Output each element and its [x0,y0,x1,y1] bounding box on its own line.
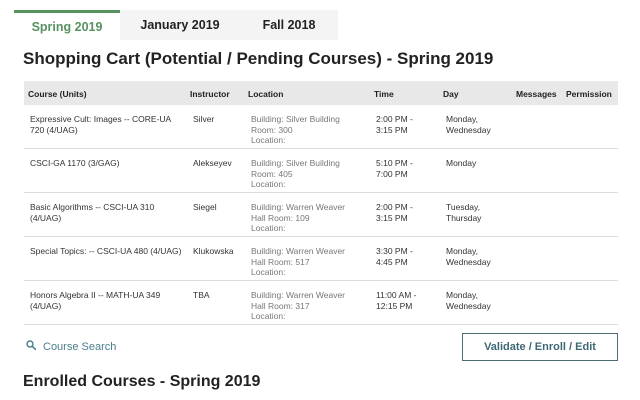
location-room: Room: 300 [251,124,293,135]
time-start: 11:00 AM - [376,290,417,300]
day-line-1: Monday [446,158,477,168]
table-row [24,149,618,193]
header-course: Course (Units) [28,89,87,99]
table-row [24,237,618,281]
tab-january-2019[interactable]: January 2019 [120,10,240,40]
time-cell [376,290,436,311]
day-line-2: Wednesday [446,256,491,267]
location-room: Hall Room: 109 [251,212,310,223]
time-start: 2:00 PM - [376,114,413,124]
location-building: Building: Warren Weaver [251,290,346,300]
course-cell: CSCI-GA 1170 (3/GAG) [30,158,120,168]
time-end: 12:15 PM [376,300,413,311]
table-row [24,105,618,149]
course-cell: Special Topics: -- CSCI-UA 480 (4/UAG) [30,246,182,256]
time-start: 3:30 PM - [376,246,413,256]
table-row [24,193,618,237]
location-label: Location: [251,311,286,321]
day-line-1: Monday, [446,246,478,256]
header-permission: Permission [566,89,612,99]
course-search-label: Course Search [43,340,117,353]
instructor-cell: Klukowska [193,246,234,256]
location-cell [251,290,369,322]
search-icon [26,340,36,353]
day-line-2: Thursday [446,212,482,223]
location-label: Location: [251,223,286,233]
time-end: 3:15 PM [376,124,408,135]
time-cell [376,158,436,179]
location-building: Building: Warren Weaver [251,202,346,212]
location-cell [251,246,369,278]
table-row [24,281,618,325]
shopping-cart-title: Shopping Cart (Potential / Pending Courses) - Spring 2019 [23,49,494,68]
header-messages: Messages [516,89,557,99]
location-label: Location: [251,267,286,277]
day-cell [446,114,516,135]
day-line-2: Wednesday [446,300,491,311]
day-line-1: Monday, [446,290,478,300]
time-end: 3:15 PM [376,212,408,223]
instructor-cell: Siegel [193,202,217,212]
term-tabs [14,10,338,40]
time-start: 5:10 PM - [376,158,413,168]
location-building: Building: Warren Weaver [251,246,346,256]
location-cell [251,158,369,190]
location-room: Room: 405 [251,168,293,179]
location-room: Hall Room: 317 [251,300,310,311]
course-cell: Basic Algorithms -- CSCI-UA 310 (4/UAG) [30,202,155,223]
tab-spring-2019[interactable]: Spring 2019 [14,10,120,40]
course-cell: Expressive Cult: Images -- CORE-UA 720 (4/UAG) [30,114,171,135]
time-cell [376,202,436,223]
day-line-1: Monday, [446,114,478,124]
time-end: 4:45 PM [376,256,408,267]
day-cell [446,158,516,169]
location-room: Hall Room: 517 [251,256,310,267]
time-end: 7:00 PM [376,168,408,179]
day-cell [446,290,516,311]
enrolled-courses-title: Enrolled Courses - Spring 2019 [23,373,261,390]
location-label: Location: [251,135,286,145]
table-header [24,81,618,105]
location-cell [251,114,369,146]
course-search-link[interactable] [26,340,116,353]
time-start: 2:00 PM - [376,202,413,212]
header-day: Day [443,89,459,99]
instructor-cell: Silver [193,114,215,124]
day-cell [446,246,516,267]
time-cell [376,114,436,135]
location-label: Location: [251,179,286,189]
day-line-1: Tuesday, [446,202,481,212]
location-cell [251,202,369,234]
header-instructor: Instructor [190,89,230,99]
course-cell: Honors Algebra II -- MATH-UA 349 (4/UAG) [30,290,161,311]
day-cell [446,202,516,223]
validate-enroll-edit-button[interactable]: Validate / Enroll / Edit [462,333,618,361]
location-building: Building: Silver Building [251,158,340,168]
instructor-cell: TBA [193,290,210,300]
instructor-cell: Alekseyev [193,158,232,168]
location-building: Building: Silver Building [251,114,340,124]
shopping-cart-table [24,81,618,325]
tab-fall-2018[interactable]: Fall 2018 [240,10,338,40]
day-line-2: Wednesday [446,124,491,135]
time-cell [376,246,436,267]
header-time: Time [374,89,394,99]
header-location: Location [248,89,284,99]
